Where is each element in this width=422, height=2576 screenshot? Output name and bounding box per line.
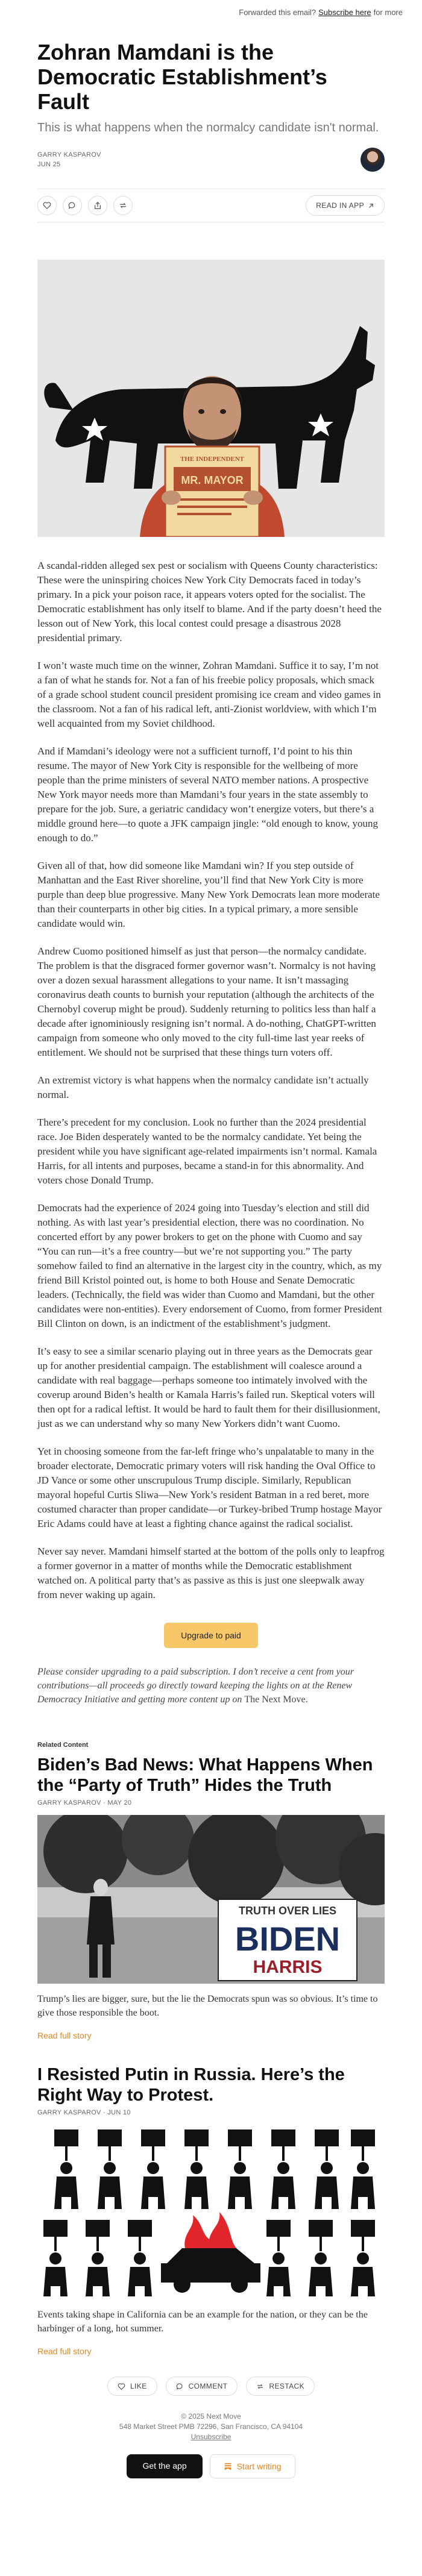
forwarded-text: Forwarded this email?: [239, 7, 316, 17]
hero-image[interactable]: [37, 260, 385, 537]
svg-text:MR. MAYOR: MR. MAYOR: [181, 474, 244, 486]
svg-text:THE INDEPENDENT: THE INDEPENDENT: [180, 456, 245, 463]
paragraph: An extremist victory is what happens when the normalcy candidate isn’t actually normal.: [37, 1074, 369, 1100]
restack-label: RESTACK: [269, 2382, 304, 2390]
related-image[interactable]: [37, 1815, 385, 1984]
related-title[interactable]: I Resisted Putin in Russia. Here’s the Right Way to Protest.: [37, 2065, 345, 2105]
unsubscribe-link[interactable]: Unsubscribe: [191, 2433, 231, 2441]
heart-icon: [118, 2383, 125, 2390]
get-the-app-button[interactable]: Get the app: [127, 2454, 202, 2478]
byline-meta: [37, 150, 101, 169]
start-writing-label: Start writing: [236, 2462, 282, 2471]
paragraph: A scandal-ridden alleged sex pest or socialism with Queens County characteristics: These were the uninspiring choices New York City Democrats faced in today’s primary. In a pick your poison race, it appears voters opted for the socialist. The Democratic establishment has only itself to blame. And if the party doesn’t heed the lesson out of New York, this local contest could presage a disastrous 2028 presidential primary.: [37, 560, 382, 644]
paragraph: Democrats had the experience of 2024 going into Tuesday’s election and still did nothing. As with last year’s presidential election, there was no coordination. No concerted effort by any power brokers to get on the phone with Cuomo and say “You can run—it’s a free country—but we’re not supporting you.” The party somehow failed to find an alternative in the largest city in the country, which, as my friend Bill Kristol pointed out, is home to both House and Senate Democratic leaders. (Technically, the field was wider than Cuomo and Mamdani, but the other candidates were non-entities). Every endorsement of Cuomo, from former President Bill Clinton on down, is an indictment of the establishment’s judgment.: [37, 1202, 382, 1329]
footer-actions: [0, 2377, 422, 2396]
related-meta: GARRY KASPAROV · JUN 10: [37, 2109, 131, 2116]
comment-icon: [176, 2383, 184, 2390]
arrow-up-right-icon: [368, 202, 374, 209]
biden-photo-illustration: [37, 1815, 385, 1984]
read-in-app-button[interactable]: [306, 195, 385, 216]
address: 548 Market Street PMB 72296, San Francisco, CA 94104: [119, 2422, 303, 2431]
post-subtitle: This is what happens when the normalcy candidate isn't normal.: [37, 121, 379, 134]
comment-label: COMMENT: [188, 2382, 228, 2390]
related-image[interactable]: [37, 2125, 385, 2299]
comment-button[interactable]: [63, 196, 82, 215]
related-snippet: Trump’s lies are bigger, sure, but the lie the Democrats spun was so obvious. It’s time to give those responsible the boot.: [37, 1994, 378, 2018]
author-name[interactable]: GARRY KASPAROV: [37, 151, 101, 158]
truth-over-lies-sign: [218, 1899, 357, 1981]
related-meta: GARRY KASPAROV · MAY 20: [37, 1799, 132, 1807]
post-title[interactable]: Zohran Mamdani is the Democratic Establishment’s Fault: [37, 40, 327, 114]
action-icons: [37, 196, 133, 215]
start-writing-button[interactable]: [210, 2454, 295, 2478]
forward-bar: [0, 0, 422, 24]
hero-illustration: [37, 260, 385, 537]
footer-comment-button[interactable]: [166, 2377, 238, 2396]
support-note: [0, 1665, 422, 1706]
svg-text:HARRIS: HARRIS: [253, 1957, 323, 1977]
related-title[interactable]: Biden’s Bad News: What Happens When the “Party of Truth” Hides the Truth: [37, 1755, 373, 1795]
paragraph: Yet in choosing someone from the far-left fringe who’s unpalatable to many in the broader electorate, Democratic primary voters will risk handing the Oval Office to JD Vance or some other unscrupulous Trump disciple. Similarly, Republican mayoral hopeful Curtis Sliwa—New York’s resident Batman in a red beret, more costumed character than proper candidate—or Turkey-bribed Trump hostage Mayor Eric Adams could have at least a fighting chance against the radical socialist.: [37, 1446, 382, 1529]
read-full-story-link[interactable]: Read full story: [37, 2031, 92, 2040]
author-avatar[interactable]: [361, 148, 385, 172]
byline: [37, 148, 385, 172]
restack-button[interactable]: [113, 196, 133, 215]
like-label: LIKE: [130, 2382, 147, 2390]
svg-text:TRUTH OVER LIES: TRUTH OVER LIES: [238, 1905, 337, 1917]
support-note-link[interactable]: The Next Move.: [244, 1694, 308, 1705]
article-body: [0, 559, 422, 1602]
paragraph: And if Mamdani’s ideology were not a sufficient turnoff, I’d point to his thin resume. The mayor of New York City is responsible for the wellbeing of more people than the prime ministers of several NATO member nations. A prospective New York mayor needs more than Mamdani’s four years in the state assembly to prepare for the job. Sure, a geriatric candidacy won’t energize voters, but there’s a middle ground here—to quote a JFK campaign jingle: “old enough to know, young enough to do.”: [37, 745, 378, 844]
paragraph: Given all of that, how did someone like Mamdani win? If you step outside of Manhattan and the East River shoreline, you’ll find that New York City is more purple than deep blue progressive. Many New York Democrats lean more moderate than their counterparts in other big cities. In a typical primary, a more sensible candidate would win.: [37, 860, 380, 929]
restack-icon: [119, 201, 127, 210]
newspaper-sign: [162, 447, 263, 537]
paragraph: There’s precedent for my conclusion. Look no further than the 2024 presidential race. Joe Biden desperately wanted to be the normalcy candidate. Yet being the president while you have significant age-related impairments isn’t normal. Kamala Harris, for all intents and purposes, became a stand-in for this abnormality. And voters chose Donald Trump.: [37, 1117, 377, 1186]
paragraph: I won’t waste much time on the winner, Zohran Mamdani. Suffice it to say, I’m not a fan of what he stands for. Not a fan of his freebie policy proposals, which smack of a grade school student council president promising ice cream and video games in the classroom. Not a fan of his radical left, anti-Zionist worldview, with which I’m well acquainted from my Soviet childhood.: [37, 660, 381, 729]
copyright: © 2025 Next Move: [181, 2412, 241, 2421]
related-content-label: Related Content: [37, 1741, 89, 1749]
post-date: JUN 25: [37, 161, 61, 168]
read-in-app-label: READ IN APP: [316, 201, 364, 210]
protest-illustration: [37, 2125, 385, 2299]
restack-icon: [256, 2383, 264, 2390]
related-snippet: Events taking shape in California can be an example for the nation, or they can be the harbinger of a long, hot summer.: [37, 2310, 368, 2334]
comment-icon: [68, 201, 77, 210]
support-note-text: Please consider upgrading to a paid subscription. I don’t receive a cent from your contributions—all proceeds go directly toward keeping the lights on at the Renew Democracy Initiative and getting more content up on: [37, 1667, 354, 1705]
subscribe-link[interactable]: Subscribe here: [318, 7, 371, 17]
upgrade-button[interactable]: Upgrade to paid: [164, 1623, 258, 1648]
related-item: [0, 2064, 422, 2356]
svg-text:BIDEN: BIDEN: [235, 1920, 341, 1958]
footer-buttons: [0, 2454, 422, 2478]
share-button[interactable]: [88, 196, 107, 215]
paragraph: It’s easy to see a similar scenario playing out in three years as the Democrats gear up for another presidential campaign. The establishment will coalesce around a candidate with real baggage—perhaps someone too intimately involved with the coverup around Biden’s health or Kamala Harris’s failed run. Skeptical voters will then opt for a radical leftist. It would be hard to fault them for their disillusionment, just as we can understand why so many New Yorkers didn’t want Cuomo.: [37, 1346, 380, 1429]
share-icon: [93, 201, 102, 210]
footer-restack-button[interactable]: [246, 2377, 315, 2396]
upgrade-cta: [0, 1623, 422, 1648]
related-item: [0, 1755, 422, 2040]
post-header: [0, 40, 422, 222]
bottom-spacer: [0, 2478, 422, 2502]
action-bar: [37, 189, 385, 222]
for-more-text: for more: [373, 7, 403, 17]
like-button[interactable]: [37, 196, 57, 215]
footer-like-button[interactable]: [107, 2377, 157, 2396]
read-full-story-link[interactable]: Read full story: [37, 2346, 92, 2356]
heart-icon: [43, 201, 51, 210]
paragraph: Never say never. Mamdani himself started at the bottom of the polls only to leapfrog a former governor in a matter of months while the Democratic establishment watched on. A political party that’s as passive as this is just one sleepwalk away from never waking up again.: [37, 1546, 385, 1600]
substack-logo-icon: [224, 2462, 232, 2471]
paragraph: Andrew Cuomo positioned himself as just that person—the normalcy candidate. The problem is that the disgraced former governor wasn’t. Normalcy is not having over a dozen sexual harassment allegations to your name. It isn’t massaging coronavirus death counts to burnish your reputation (although the architects of the Chernobyl coverup might be proud). Suddenly returning to politics less than half a decade after ignominiously resigning isn’t normal. A do-nothing, ChatGPT-written campaign from someone who only moved to the city full-time last year reeks of entitlement. We should not be surprised that these things turn voters off.: [37, 945, 376, 1058]
footer-info: [0, 2411, 422, 2442]
